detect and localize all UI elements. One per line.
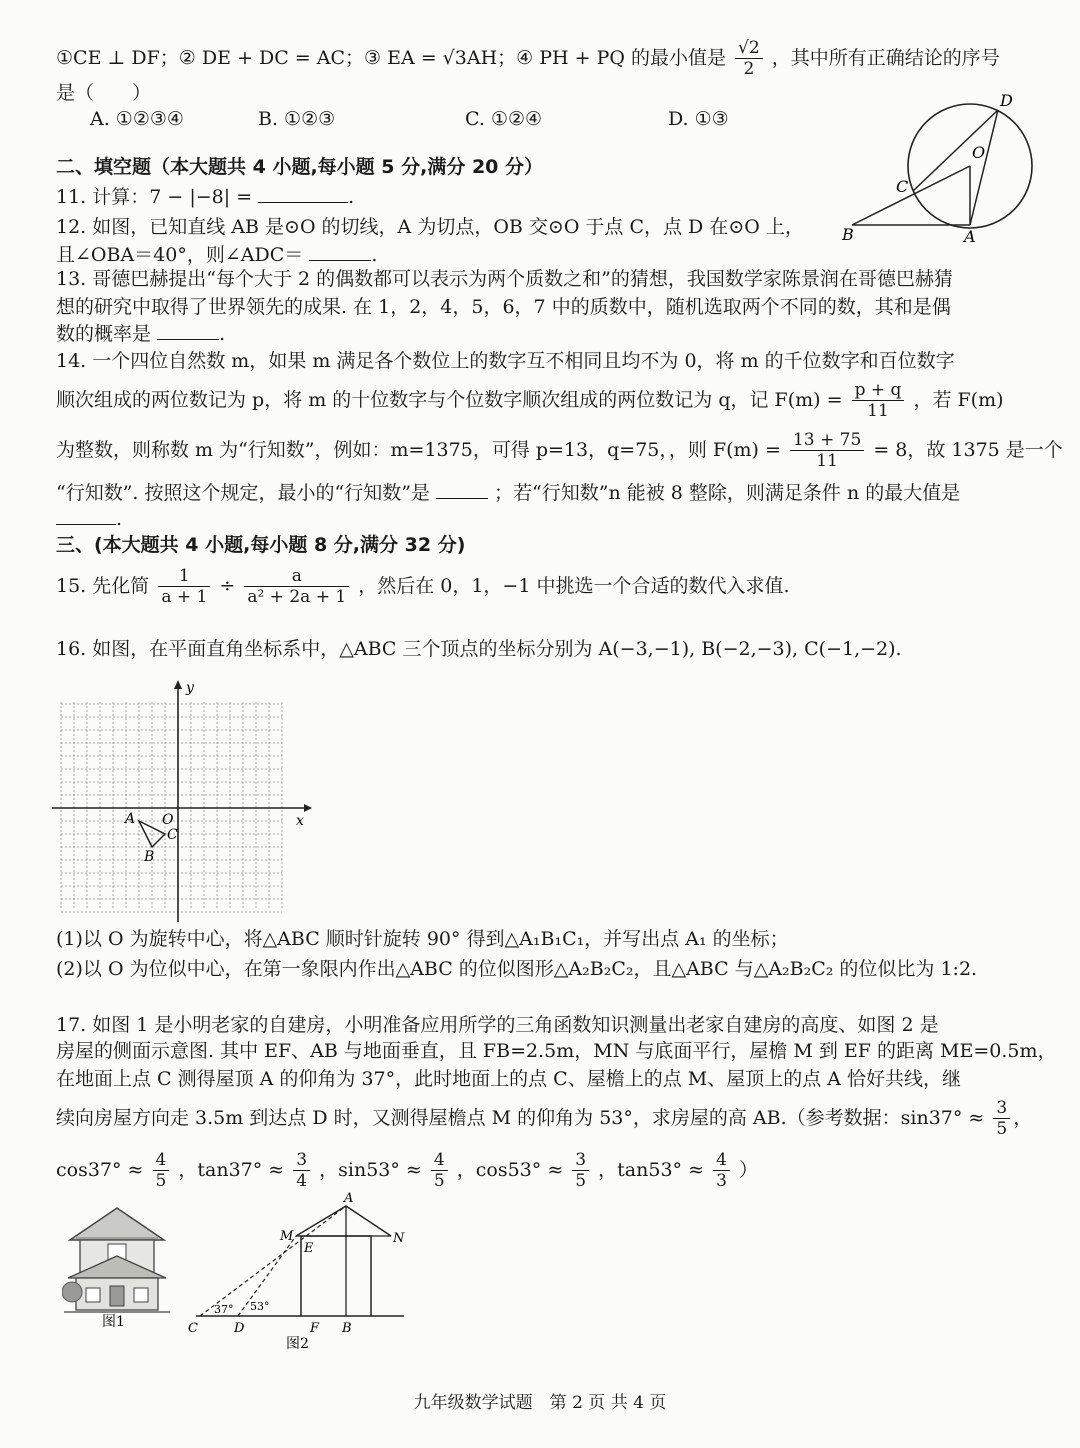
q15-fraction-2 — [244, 566, 349, 608]
q12-text: 且∠OBA＝40°，则∠ADC＝ — [56, 244, 304, 266]
q10-choice-c: C. ①②④ — [465, 108, 543, 130]
angle-37-label: 37° — [214, 1303, 234, 1316]
house-roof — [70, 1208, 164, 1240]
chord-ad — [970, 110, 998, 225]
q13-answer-blank[interactable] — [157, 338, 219, 340]
q17-sin37-num: 3 — [993, 1098, 1010, 1119]
q17-sin53-den: 5 — [433, 1171, 445, 1192]
q14-line3-pre: 为整数，则称数 m 为“行知数”，例如：m=1375，可得 p=13，q=75，，则 F(m) = — [56, 438, 781, 461]
q14-line4-pre: “行知数”. 按照这个规定，最小的“行知数”是 — [56, 482, 430, 504]
fig2-label-a: A — [344, 1192, 354, 1206]
q15-fraction-1 — [158, 566, 210, 608]
q17-tan37-frac — [293, 1150, 310, 1192]
q17-tan53-pre: ，tan53° ≈ — [598, 1158, 705, 1181]
q13-line3 — [56, 323, 225, 346]
q17-line1: 17. 如图 1 是小明老家的自建房，小明准备应用所学的三角函数知识测量出老家自建房的高度、如图 2 是 — [56, 1014, 939, 1036]
q16-part2: (2)以 O 为位似中心，在第一象限内作出△ABC 的位似图形△A₂B₂C₂，且△ABC 与△A₂B₂C₂ 的位似比为 1:2. — [56, 958, 978, 980]
q14-line3-post: = 8，故 1375 是一个 — [873, 438, 1063, 461]
q14-line1: 14. 一个四位自然数 m，如果 m 满足各个数位上的数字互不相同且均不为 0，将 m 的千位数字和百位数字 — [56, 350, 955, 372]
label-b: B — [842, 225, 854, 244]
q10-frac-den: 2 — [743, 59, 755, 80]
q15-post: ，然后在 0，1，−1 中挑选一个合适的数代入求值. — [358, 574, 790, 597]
q10-choice-b: B. ①②③ — [258, 108, 336, 130]
q17-tan53-den: 3 — [716, 1171, 727, 1192]
q15-f1-num: 1 — [158, 566, 210, 587]
q17-sin53-num: 4 — [431, 1150, 448, 1171]
q17-cos37-den: 5 — [155, 1171, 167, 1192]
q17-sin37-den: 5 — [996, 1119, 1008, 1140]
q17-cos53-den: 5 — [575, 1171, 587, 1192]
point-c-label: C — [167, 827, 178, 843]
q17-cos53-frac — [572, 1150, 589, 1192]
y-axis-arrow — [174, 680, 182, 689]
q10-choice-d: D. ①③ — [668, 108, 729, 130]
q13-end: . — [219, 323, 226, 345]
q11-text: 11. 计算：7 − |−8| = — [56, 186, 253, 208]
q17-cos37-num: 4 — [153, 1150, 170, 1171]
fig1-caption: 图1 — [102, 1314, 125, 1328]
fig2-label-d: D — [234, 1321, 245, 1336]
q14-frac2-den: 11 — [816, 451, 838, 472]
q17-line4-pre: 续向房屋方向走 3.5m 到达点 D 时，又测得屋檐点 M 的仰角为 53°，求房屋的高 AB.（参考数据：sin37° ≈ — [56, 1106, 985, 1129]
fig2-caption: 图2 — [286, 1336, 309, 1352]
q15-pre: 15. 先化简 — [56, 574, 150, 597]
x-axis-arrow — [304, 804, 312, 812]
x-label: x — [296, 813, 304, 829]
q17-line2: 房屋的侧面示意图. 其中 EF、AB 与地面垂直，且 FB=2.5m，MN 与底面平行，屋檐 M 到 EF 的距离 ME=0.5m， — [56, 1040, 1057, 1062]
q17-sin53-frac — [431, 1150, 448, 1192]
label-d: D — [1000, 91, 1013, 110]
q17-tan53-num: 4 — [713, 1150, 730, 1171]
q10-frac-num: √2 — [735, 38, 763, 59]
q16-coordinate-grid — [50, 672, 330, 924]
q14-fraction-example — [790, 430, 864, 472]
q14-frac1-num: p + q — [852, 380, 905, 401]
q14-line2 — [56, 380, 1004, 422]
q17-tan53-frac — [713, 1150, 730, 1192]
q10-choice-a: A. ①②③④ — [90, 108, 184, 130]
angle-53-label: 53° — [250, 1300, 270, 1313]
q12-end: . — [371, 244, 378, 266]
origin-label: O — [162, 812, 174, 828]
q12-answer-blank[interactable] — [309, 259, 371, 261]
q14-fraction-fm — [852, 380, 905, 422]
q15 — [56, 566, 790, 608]
q13-line1: 13. 哥德巴赫提出“每个大于 2 的偶数都可以表示为两个质数之和”的猜想，我国数学家陈景润在哥德巴赫猜 — [56, 268, 953, 290]
fig2-label-n: N — [393, 1231, 405, 1246]
q17-sin53-pre: ，sin53° ≈ — [319, 1158, 422, 1181]
q17-line4 — [56, 1098, 1032, 1140]
q11-answer-blank[interactable] — [258, 201, 348, 203]
fig2-label-e: E — [304, 1241, 314, 1256]
label-o: O — [972, 143, 986, 162]
y-label: y — [186, 680, 194, 696]
fig2-label-f: F — [310, 1321, 320, 1336]
q14-line2-post: ，若 F(m) — [913, 388, 1004, 411]
q15-f2-den: a² + 2a + 1 — [247, 587, 347, 608]
q17-cos53-num: 3 — [572, 1150, 589, 1171]
q14-line2-pre: 顺次组成的两位数记为 p，将 m 的十位数字与个位数字顺次组成的两位数记为 q，记 F(m) = — [56, 388, 843, 411]
q10-line2: 是（ ） — [56, 82, 152, 104]
q15-f2-num: a — [244, 566, 349, 587]
q13-text: 数的概率是 — [56, 323, 152, 345]
q15-op: ÷ — [219, 574, 236, 597]
q15-f1-den: a + 1 — [161, 587, 208, 608]
q14-answer-blank-1[interactable] — [436, 497, 488, 499]
q12-line1: 12. 如图，已知直线 AB 是⊙O 的切线，A 为切点，OB 交⊙O 于点 C，点 D 在⊙O 上， — [56, 216, 804, 238]
q14-end: . — [116, 508, 123, 530]
q17-sin37-frac — [993, 1098, 1010, 1140]
q17-tan37-den: 4 — [296, 1171, 308, 1192]
point-a-label: A — [125, 811, 136, 827]
q14-frac2-num: 13 + 75 — [790, 430, 864, 451]
house-door — [110, 1286, 124, 1306]
q17-line5 — [56, 1150, 758, 1192]
q14-line3 — [56, 430, 1063, 472]
q14-line5 — [56, 508, 122, 531]
fig2-label-m: M — [280, 1229, 294, 1244]
circle-tangent-figure — [840, 88, 1040, 248]
line-ob — [852, 166, 970, 225]
q17-cos37-frac — [153, 1150, 170, 1192]
house-sketch-illustration — [62, 1200, 172, 1328]
house-window-right — [134, 1288, 148, 1302]
fig2-label-b: B — [342, 1321, 352, 1336]
section3-title: 三、(本大题共 4 小题,每小题 8 分,满分 32 分) — [56, 534, 466, 556]
q16-text: 16. 如图，在平面直角坐标系中，△ABC 三个顶点的坐标分别为 A(−3,−1), B(−2,−3), C(−1,−2). — [56, 638, 902, 660]
q14-line4-mid: ；若“行知数”n 能被 8 整除，则满足条件 n 的最大值是 — [494, 482, 961, 504]
q13-line2: 想的研究中取得了世界领先的成果. 在 1，2，4，5，6，7 中的质数中，随机选取两个不同的数，其和是偶 — [56, 296, 951, 318]
q14-line4 — [56, 482, 960, 505]
q10-line1-tail: ，其中所有正确结论的序号 — [771, 46, 1000, 69]
q14-frac1-den: 11 — [867, 401, 889, 422]
page-footer: 九年级数学试题 第 2 页 共 4 页 — [413, 1393, 667, 1413]
point-b-label: B — [144, 849, 155, 865]
q16-part1: (1)以 O 为旋转中心，将△ABC 顺时针旋转 90° 得到△A₁B₁C₁，并写出点 A₁ 的坐标； — [56, 928, 789, 950]
q12-line2 — [56, 244, 377, 267]
q10-statements — [56, 38, 1000, 80]
q10-fraction — [735, 38, 763, 80]
q14-answer-blank-2[interactable] — [56, 523, 116, 525]
q11-end: . — [348, 186, 355, 208]
section2-title: 二、填空题（本大题共 4 小题,每小题 5 分,满分 20 分） — [56, 156, 544, 178]
q17-line4-post: ， — [1013, 1106, 1033, 1129]
q17-cos53-pre: ，cos53° ≈ — [456, 1158, 564, 1181]
house-window-left — [86, 1288, 100, 1302]
tree-icon — [62, 1282, 82, 1302]
label-c: C — [896, 177, 909, 196]
label-a: A — [964, 227, 976, 246]
q17-tan37-num: 3 — [293, 1150, 310, 1171]
q17-tan37-pre: ，tan37° ≈ — [178, 1158, 285, 1181]
q17-cos37-pre: cos37° ≈ — [56, 1158, 144, 1181]
house-side-diagram — [186, 1192, 416, 1352]
q17-line3: 在地面上点 C 测得屋顶 A 的仰角为 37°，此时地面上的点 C、屋檐上的点 M、屋顶上的点 A 恰好共线，继 — [56, 1068, 962, 1090]
q11 — [56, 186, 354, 209]
sight-line-ca — [200, 1206, 346, 1316]
grid-lines — [61, 702, 282, 912]
house-roof-line — [296, 1206, 391, 1236]
q10-line1: ①CE ⊥ DF；② DE + DC = AC；③ EA = √3AH；④ PH + PQ 的最小值是 — [56, 46, 726, 69]
fig2-label-c: C — [188, 1321, 198, 1336]
q17-close: ） — [738, 1158, 758, 1181]
